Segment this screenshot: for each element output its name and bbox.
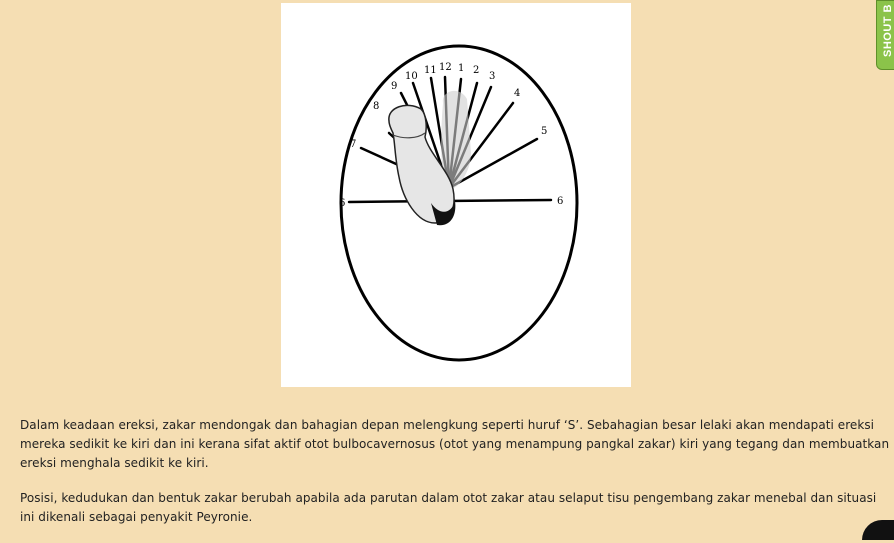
label-12: 12 <box>439 62 452 73</box>
shoutbox-tab[interactable] <box>876 0 894 70</box>
angle-diagram <box>281 3 631 387</box>
article-paragraph-2: Posisi, kedudukan dan bentuk zakar berubah apabila ada parutan dalam otot zakar atau selaput tisu pengembang zakar menebal dan situasi ini dikenali sebagai penyakit Peyronie. <box>20 491 877 524</box>
label-5: 5 <box>541 126 548 137</box>
label-1: 1 <box>458 63 465 74</box>
article-paragraph-1: Dalam keadaan ereksi, zakar mendongak dan bahagian depan melengkung seperti huruf ‘S’. Sebahagian besar lelaki akan mendapati ereksi mereka sedikit ke kiri dan ini kerana sifat aktif otot bulbocavernosus (otot yang menampung pangkal zakar) kiri yang tegang dan membuatkan ereksi menghala sedikit ke kiri. <box>20 418 890 470</box>
label-4: 4 <box>514 88 521 99</box>
label-11: 11 <box>424 65 437 76</box>
label-10: 10 <box>405 71 418 82</box>
label-8: 8 <box>373 101 380 112</box>
shoutbox-tab-label: SHOUT B <box>882 4 894 57</box>
label-2: 2 <box>473 65 480 76</box>
label-6-left: 6 <box>339 198 346 209</box>
article-body <box>20 416 894 543</box>
label-6-right: 6 <box>557 196 564 207</box>
label-3: 3 <box>489 71 496 82</box>
diagram-image <box>281 3 631 387</box>
label-7: 7 <box>350 139 357 150</box>
label-9: 9 <box>391 81 398 92</box>
